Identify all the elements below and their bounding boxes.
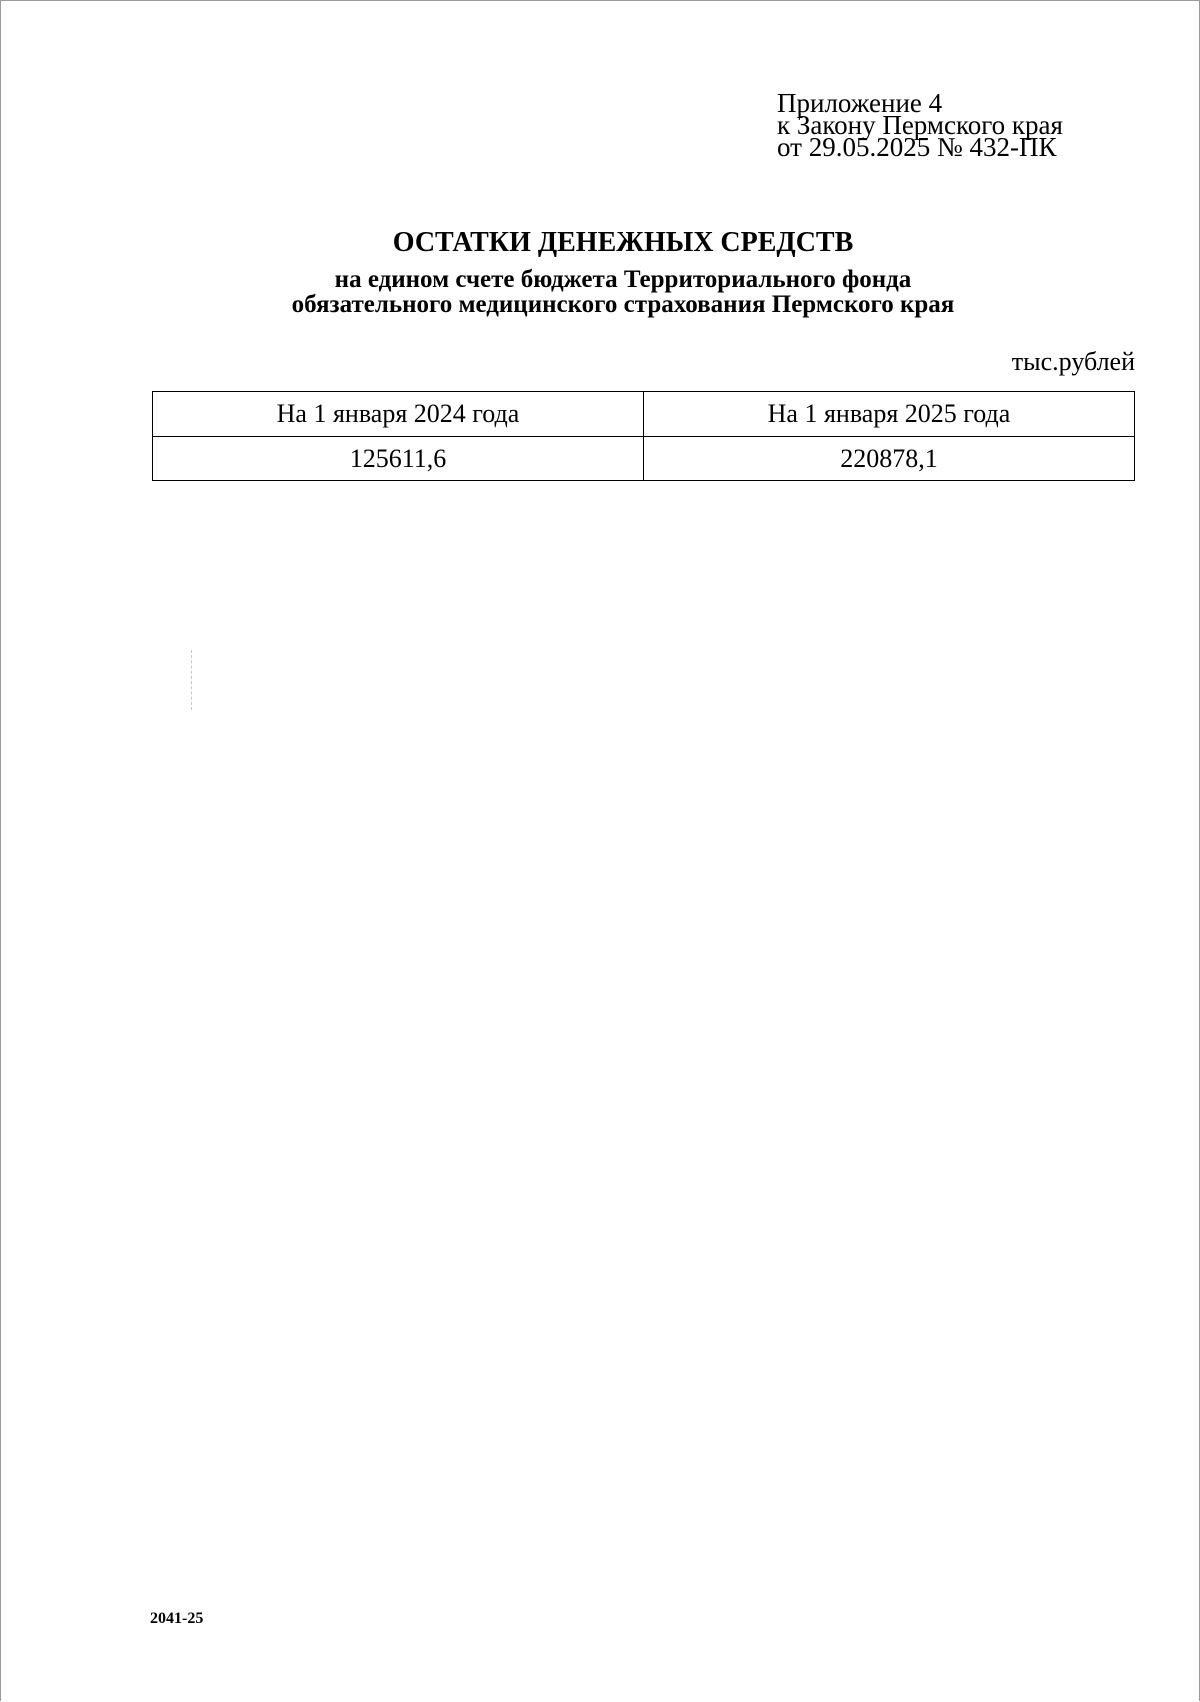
document-subtitle — [0, 267, 1200, 317]
table-row — [153, 437, 1135, 481]
value-2024: 125611,6 — [153, 437, 644, 481]
document-title: ОСТАТКИ ДЕНЕЖНЫХ СРЕДСТВ — [392, 227, 854, 258]
table-header-row — [153, 392, 1135, 437]
annex-law-date: от 29.05.2025 № 432-ПК — [777, 132, 1057, 162]
scan-artifact — [191, 650, 193, 710]
subtitle-line-2: обязательного медицинского страхования Пермского края — [291, 291, 955, 318]
annex-law-reference: к Закону Пермского края — [777, 110, 1063, 140]
annex-header — [777, 88, 1063, 162]
header-2024: На 1 января 2024 года — [153, 392, 644, 437]
annex-number: Приложение 4 — [777, 88, 943, 118]
units-label: тыс.рублей — [1011, 347, 1135, 376]
value-2025: 220878,1 — [644, 437, 1135, 481]
document-code: 2041-25 — [150, 1610, 204, 1627]
subtitle-line-1: на едином счете бюджета Территориального фонда — [334, 266, 912, 293]
balances-table — [152, 391, 1135, 481]
header-2025: На 1 января 2025 года — [644, 392, 1135, 437]
